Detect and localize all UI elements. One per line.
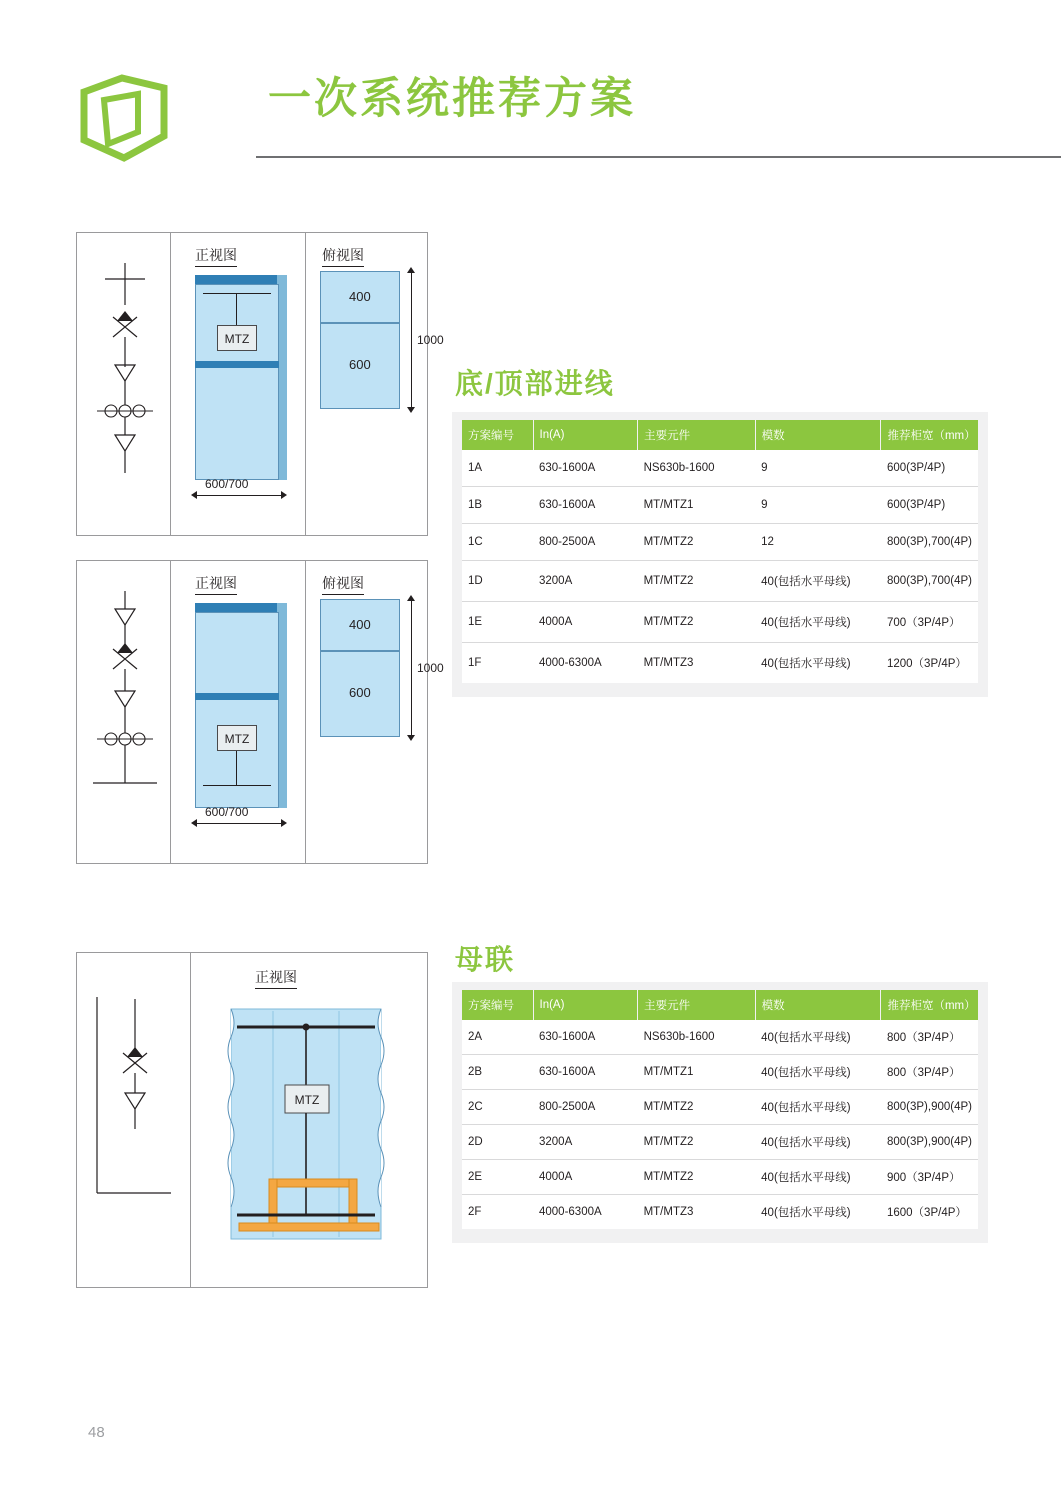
cell-plan-no: 1D: [462, 561, 533, 602]
cell-width: 800（3P/4P）: [881, 1055, 978, 1090]
cell-width: 600(3P/4P): [881, 450, 978, 487]
cell-component: MT/MTZ2: [638, 561, 756, 602]
width-dimension-2: 600/700: [205, 805, 249, 819]
col-modules: 模数: [755, 990, 881, 1020]
table-row: [462, 524, 978, 561]
col-plan-no: 方案编号: [462, 990, 533, 1020]
cell-in-a: 4000-6300A: [533, 1195, 638, 1230]
section-heading-bustie: 母联: [455, 944, 516, 975]
top-view-value-a-1: 400: [349, 289, 371, 304]
cell-in-a: 800-2500A: [533, 524, 638, 561]
cell-plan-no: 1C: [462, 524, 533, 561]
top-view-label-2: 俯视图: [322, 573, 364, 595]
cell-in-a: 630-1600A: [533, 1055, 638, 1090]
col-in-a: In(A): [533, 420, 638, 450]
col-in-a: In(A): [533, 990, 638, 1020]
cell-component: MT/MTZ2: [638, 602, 756, 643]
top-view-label-1: 俯视图: [322, 245, 364, 267]
col-modules: 模数: [755, 420, 881, 450]
cell-component: MT/MTZ2: [638, 1090, 756, 1125]
table-row: [462, 1090, 978, 1125]
cell-width: 600(3P/4P): [881, 487, 978, 524]
cell-in-a: 800-2500A: [533, 1090, 638, 1125]
cell-modules: 40(包括水平母线): [755, 1020, 881, 1055]
diagram-panel-1: [76, 232, 444, 536]
device-label-1: MTZ: [217, 325, 257, 351]
cell-width: 1600（3P/4P）: [881, 1195, 978, 1230]
cell-plan-no: 1B: [462, 487, 533, 524]
single-line-diagram-2: [87, 587, 163, 837]
cell-in-a: 4000A: [533, 602, 638, 643]
cell-in-a: 3200A: [533, 1125, 638, 1160]
cell-plan-no: 1F: [462, 643, 533, 684]
cell-in-a: 3200A: [533, 561, 638, 602]
cell-modules: 40(包括水平母线): [755, 602, 881, 643]
cell-component: MT/MTZ1: [638, 487, 756, 524]
cell-width: 1200（3P/4P）: [881, 643, 978, 684]
cell-modules: 9: [755, 487, 881, 524]
cell-modules: 40(包括水平母线): [755, 1125, 881, 1160]
top-view-value-b-1: 600: [349, 357, 371, 372]
cell-plan-no: 2E: [462, 1160, 533, 1195]
cell-component: MT/MTZ2: [638, 1125, 756, 1160]
cell-plan-no: 2B: [462, 1055, 533, 1090]
table-row: [462, 487, 978, 524]
cell-in-a: 4000A: [533, 1160, 638, 1195]
front-view-label-1: 正视图: [195, 245, 237, 267]
col-plan-no: 方案编号: [462, 420, 533, 450]
device-label-2: MTZ: [217, 725, 257, 751]
table-row: [462, 450, 978, 487]
cell-modules: 12: [755, 524, 881, 561]
depth-dimension-2: 1000: [417, 661, 444, 675]
bustie-table-container: [452, 982, 988, 1243]
table-header-row: [462, 990, 978, 1020]
cell-component: MT/MTZ3: [638, 1195, 756, 1230]
cube-logo-icon: [78, 74, 170, 162]
cell-component: MT/MTZ2: [638, 1160, 756, 1195]
table-row: [462, 1020, 978, 1055]
cell-modules: 40(包括水平母线): [755, 1195, 881, 1230]
table-row: [462, 643, 978, 684]
cell-modules: 40(包括水平母线): [755, 643, 881, 684]
cell-width: 700（3P/4P）: [881, 602, 978, 643]
cell-component: MT/MTZ2: [638, 524, 756, 561]
cell-width: 800(3P),700(4P): [881, 561, 978, 602]
table-row: [462, 1195, 978, 1230]
page-number: 48: [88, 1424, 105, 1441]
bustie-table: [462, 990, 978, 1229]
cell-modules: 40(包括水平母线): [755, 1160, 881, 1195]
cell-width: 800(3P),700(4P): [881, 524, 978, 561]
table-header-row: [462, 420, 978, 450]
incoming-table-container: [452, 412, 988, 697]
table-row: [462, 1125, 978, 1160]
cell-modules: 40(包括水平母线): [755, 1055, 881, 1090]
header-divider: [256, 156, 1061, 158]
cell-width: 800(3P),900(4P): [881, 1125, 978, 1160]
cell-width: 900（3P/4P）: [881, 1160, 978, 1195]
single-line-diagram-1: [87, 259, 163, 509]
cell-in-a: 630-1600A: [533, 487, 638, 524]
cell-plan-no: 2F: [462, 1195, 533, 1230]
table-row: [462, 561, 978, 602]
cabinet-front-view-1: [189, 275, 289, 480]
cell-component: NS630b-1600: [638, 450, 756, 487]
svg-text:MTZ: MTZ: [294, 1093, 320, 1107]
diagram-panel-2: [76, 560, 444, 864]
cell-plan-no: 2A: [462, 1020, 533, 1055]
front-view-label-2: 正视图: [195, 573, 237, 595]
cabinet-front-view-2: [189, 603, 289, 808]
page-title: 一次系统推荐方案: [268, 75, 636, 123]
col-width: 推荐柜宽（mm）: [881, 990, 978, 1020]
diagram-panel-3: [76, 952, 428, 1288]
col-main-component: 主要元件: [638, 420, 756, 450]
cell-width: 800（3P/4P）: [881, 1020, 978, 1055]
table-row: [462, 1055, 978, 1090]
cell-component: MT/MTZ3: [638, 643, 756, 684]
incoming-table: [462, 420, 978, 683]
bus-tie-cabinet-view: [217, 1001, 397, 1261]
cell-plan-no: 1A: [462, 450, 533, 487]
cell-component: NS630b-1600: [638, 1020, 756, 1055]
cell-modules: 9: [755, 450, 881, 487]
table-row: [462, 602, 978, 643]
cell-plan-no: 2C: [462, 1090, 533, 1125]
section-heading-incoming: 底/顶部进线: [455, 368, 615, 399]
col-width: 推荐柜宽（mm）: [881, 420, 978, 450]
width-dimension-1: 600/700: [205, 477, 249, 491]
cell-width: 800(3P),900(4P): [881, 1090, 978, 1125]
top-view-value-a-2: 400: [349, 617, 371, 632]
cell-modules: 40(包括水平母线): [755, 561, 881, 602]
cell-plan-no: 2D: [462, 1125, 533, 1160]
cell-component: MT/MTZ1: [638, 1055, 756, 1090]
cell-in-a: 630-1600A: [533, 450, 638, 487]
front-view-label-3: 正视图: [255, 967, 297, 989]
single-line-diagram-3: [91, 993, 177, 1223]
col-main-component: 主要元件: [638, 990, 756, 1020]
depth-dimension-1: 1000: [417, 333, 444, 347]
top-view-value-b-2: 600: [349, 685, 371, 700]
table-row: [462, 1160, 978, 1195]
page-header: [78, 72, 988, 167]
cell-in-a: 4000-6300A: [533, 643, 638, 684]
cell-plan-no: 1E: [462, 602, 533, 643]
cell-in-a: 630-1600A: [533, 1020, 638, 1055]
cell-modules: 40(包括水平母线): [755, 1090, 881, 1125]
